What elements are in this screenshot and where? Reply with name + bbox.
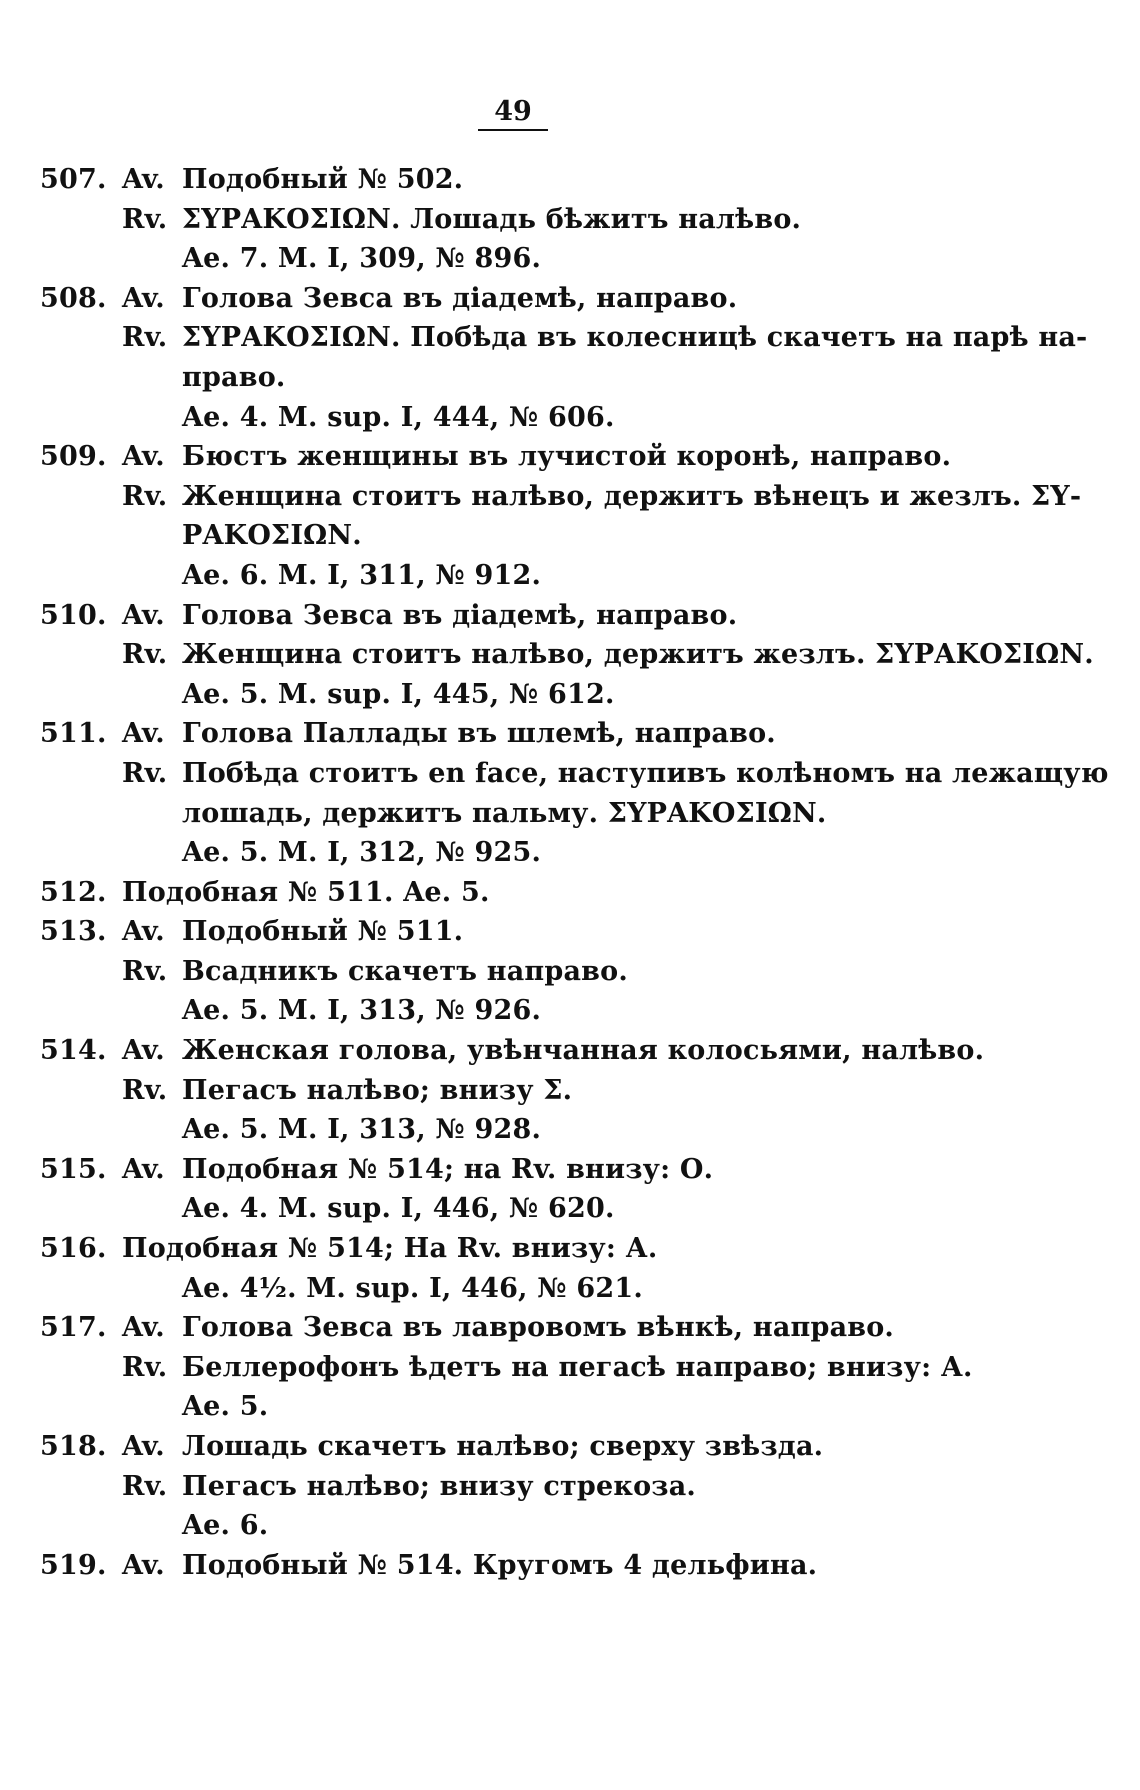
entry-509-reference: Ae. 6. M. I, 311, № 912. (182, 559, 542, 591)
reverse-label: Rv. (122, 480, 168, 512)
entry-519-obverse (40, 1546, 1040, 1586)
obverse-label: Av. (122, 441, 165, 473)
reverse-text: ΣΥΡΑΚΟΣΙΩΝ. Побѣда въ колесницѣ скачетъ на парѣ на- (182, 322, 1088, 354)
reverse-text: Женщина стоитъ налѣво, держитъ жезлъ. ΣΥΡΑΚΟΣΙΩΝ. (182, 639, 1094, 671)
entry-number: 510. (40, 599, 107, 631)
obverse-label: Av. (122, 599, 165, 631)
reverse-text: Женщина стоитъ налѣво, держитъ вѣнецъ и жезлъ. ΣΥ- (182, 480, 1082, 512)
coin-catalog (40, 160, 1109, 1585)
obverse-text: Женская голова, увѣнчанная колосьями, налѣво. (182, 1035, 985, 1067)
entry-510-reverse (40, 635, 1094, 675)
obverse-label: Av. (122, 718, 165, 750)
entry-511-obverse (40, 714, 1040, 754)
entry-511-reference: Ae. 5. M. I, 312, № 925. (182, 837, 542, 869)
entry-number: 518. (40, 1431, 107, 1462)
obverse-text: Подобный № 502. (182, 164, 464, 195)
reverse-label: Rv. (122, 639, 168, 671)
entry-509-reverse (40, 477, 1082, 517)
entry-507-obverse (40, 160, 1040, 200)
entry-509-obverse (40, 437, 1040, 477)
entry-515-reference: Ae. 4. M. sup. I, 446, № 620. (182, 1193, 615, 1225)
entry-518-obverse (40, 1427, 1040, 1467)
entry-number: 517. (40, 1312, 107, 1344)
reverse-label: Rv. (122, 955, 168, 987)
reverse-text: Беллерофонъ ѣдетъ на пегасѣ направо; внизу: А. (182, 1351, 973, 1383)
entry-517-obverse (40, 1308, 1040, 1348)
entry-number: 507. (40, 164, 107, 195)
entry-text: Подобная № 511. Ae. 5. (122, 876, 490, 908)
entry-508-reverse-continued: право. (182, 361, 286, 393)
entry-text: Подобная № 514; На Rv. внизу: А. (122, 1233, 658, 1265)
entry-516 (40, 1229, 1040, 1269)
reverse-label: Rv. (122, 203, 168, 235)
obverse-text: Голова Зевса въ лавровомъ вѣнкѣ, направо. (182, 1312, 895, 1344)
reverse-text: Всадникъ скачетъ направо. (182, 955, 628, 987)
reverse-text: Побѣда стоитъ en face, наступивъ колѣномъ на лежащую (182, 757, 1109, 789)
entry-508-obverse (40, 279, 1040, 319)
obverse-label: Av. (122, 1153, 165, 1185)
entry-507-reference: Ae. 7. M. I, 309, № 896. (182, 243, 542, 275)
obverse-label: Av. (122, 916, 165, 948)
reverse-label: Rv. (122, 1470, 168, 1502)
obverse-label: Av. (122, 1312, 165, 1344)
entry-508-reverse (40, 318, 1088, 358)
entry-number: 516. (40, 1233, 107, 1265)
entry-514-reverse (40, 1071, 1040, 1111)
reverse-label: Rv. (122, 757, 168, 789)
entry-number: 515. (40, 1153, 107, 1185)
entry-515-obverse (40, 1150, 1040, 1190)
entry-number: 514. (40, 1035, 107, 1067)
entry-513-reverse (40, 952, 1040, 992)
entry-517-reverse (40, 1348, 1040, 1388)
entry-509-reverse-continued: ΡΑΚΟΣΙΩΝ. (182, 520, 362, 552)
entry-516-reference: Ae. 4½. M. sup. I, 446, № 621. (182, 1272, 643, 1304)
obverse-text: Лошадь скачетъ налѣво; сверху звѣзда. (182, 1431, 824, 1462)
reverse-label: Rv. (122, 322, 168, 354)
entry-511-reverse (40, 754, 1109, 794)
entry-number: 511. (40, 718, 107, 750)
entry-518-reference: Ae. 6. (182, 1510, 269, 1542)
reverse-label: Rv. (122, 1351, 168, 1383)
obverse-text: Голова Паллады въ шлемѣ, направо. (182, 718, 776, 750)
reverse-text: ΣΥΡΑΚΟΣΙΩΝ. Лошадь бѣжитъ налѣво. (182, 203, 802, 235)
entry-number: 519. (40, 1549, 107, 1581)
obverse-label: Av. (122, 1035, 165, 1067)
obverse-text: Подобный № 511. (182, 916, 464, 948)
entry-513-obverse (40, 912, 1040, 952)
obverse-text: Голова Зевса въ діадемѣ, направо. (182, 282, 738, 314)
entry-510-obverse (40, 596, 1040, 636)
reverse-text: Пегасъ налѣво; внизу стрекоза. (182, 1470, 697, 1502)
entry-507-reverse (40, 200, 1040, 240)
obverse-label: Av. (122, 282, 165, 314)
obverse-text: Голова Зевса въ діадемѣ, направо. (182, 599, 738, 631)
entry-511-reverse-continued: лошадь, держитъ пальму. ΣΥΡΑΚΟΣΙΩΝ. (182, 797, 827, 829)
entry-510-reference: Ae. 5. M. sup. I, 445, № 612. (182, 678, 615, 710)
entry-514-reference: Ae. 5. M. I, 313, № 928. (182, 1114, 542, 1146)
obverse-text: Подобная № 514; на Rv. внизу: О. (182, 1153, 714, 1185)
obverse-label: Av. (122, 1431, 165, 1462)
entry-number: 513. (40, 916, 107, 948)
obverse-label: Av. (122, 164, 165, 195)
reverse-text: Пегасъ налѣво; внизу Σ. (182, 1074, 573, 1106)
entry-513-reference: Ae. 5. M. I, 313, № 926. (182, 995, 542, 1027)
obverse-text: Бюстъ женщины въ лучистой коронѣ, направо. (182, 441, 952, 473)
page-number: 49 (478, 96, 548, 131)
entry-518-reverse (40, 1467, 1040, 1507)
entry-number: 512. (40, 876, 107, 908)
obverse-label: Av. (122, 1549, 165, 1581)
entry-517-reference: Ae. 5. (182, 1391, 269, 1423)
entry-514-obverse (40, 1031, 1040, 1071)
entry-512 (40, 873, 1040, 913)
entry-number: 508. (40, 282, 107, 314)
entry-508-reference: Ae. 4. M. sup. I, 444, № 606. (182, 401, 615, 433)
obverse-text: Подобный № 514. Кругомъ 4 дельфина. (182, 1549, 818, 1581)
entry-number: 509. (40, 441, 107, 473)
reverse-label: Rv. (122, 1074, 168, 1106)
